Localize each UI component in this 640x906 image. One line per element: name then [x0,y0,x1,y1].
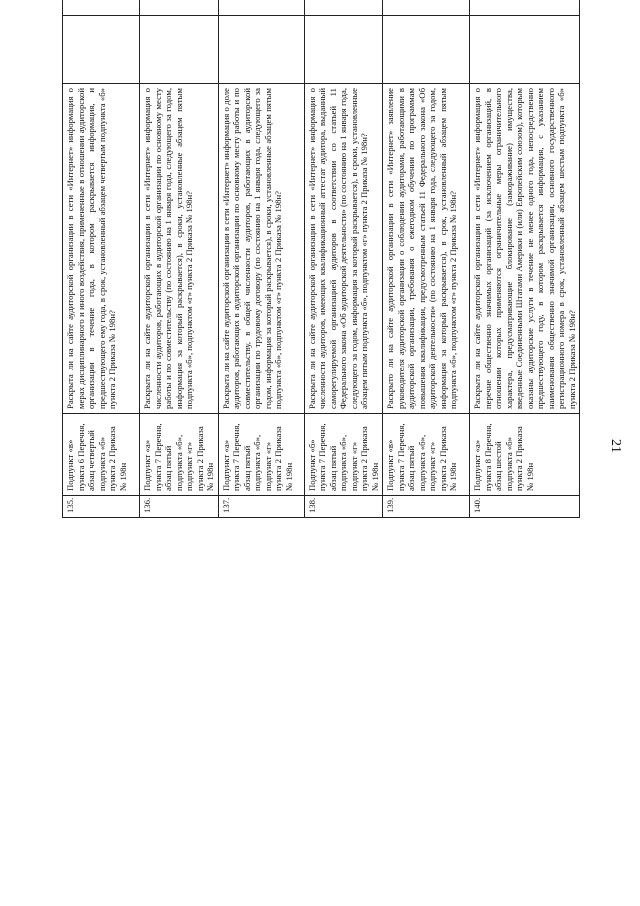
row-number: 135. [63,496,140,518]
row-number: 136. [140,496,219,518]
row-reference: Подпункт «в» пункта 6 Перечня, абзац четвертый подпункта «б» пункта 2 Приказа № 198н [63,414,140,496]
empty-cell [383,16,470,84]
row-question: Раскрыта ли на сайте аудиторской организации в сети «Интернет» информация о численности аудиторов, работающих в аудиторской организации по основному месту работы и по совместительству (по состоянию на 1 января года, следующего за годом, информация за который раскрывается), в сроки, установленные абзацем пятым подпункта «б», подпунктом «г» пункта 2 Приказа № 198н? [140,84,219,414]
table-row [140,0,219,518]
row-number: 138. [304,496,383,518]
empty-cell [304,16,383,84]
row-reference: Подпункт «а» пункта 7 Перечня, абзац пятый подпункта «б», подпункт «г» пункта 2 Приказа № 198н [140,414,219,496]
row-question: Раскрыта ли на сайте аудиторской организации в сети «Интернет» информация о мерах дисциплинарного и иного воздействия, примененные в отношении аудиторской организации в течение года, в котором раскрывается информация, и предшествующего ему года, в срок, установленный абзацем четвертым подпункта «б» пункта 2 Приказа № 198н? [63,84,140,414]
table-row [63,0,140,518]
row-question: Раскрыта ли на сайте аудиторской организации в сети «Интернет» информация о перечне общественно значимых организаций (за исключением организаций, в отношении которых применяются ограничительные меры ограничительного характера, предусматривающие блокирование (замораживание) имущества, введенные Соединенными Штатами Америки и (или) Европейским союзом), которым оказаны аудиторские услуги в течение не менее одного года, непосредственно предшествующего году, в котором раскрывается информация, с указанием наименования общественно значимой организации, основного государственного регистрационного номера в срок, установленный абзацем шестым подпункта «б» пункта 2 Приказа № 198н? [470,84,580,414]
checklist-table [62,0,580,518]
row-reference: Подпункт «в» пункта 7 Перечня, абзац пятый подпункта «б», подпункт «г» пункта 2 Приказа № 198н [383,414,470,496]
empty-cell [63,16,140,84]
row-question: Раскрыта ли на сайте аудиторской организации в сети «Интернет» информация о численности аудиторов, имеющих квалификационный аттестат аудитора, выданный саморегулируемой организацией аудиторов в соответствии со статьей 11 Федерального закона «Об аудиторской деятельности» (по состоянию на 1 января года, следующего за годом, информация за который раскрывается), в сроки, установленные абзацем пятым подпункта «б», подпунктом «г» пункта 2 Приказа № 198н? [304,84,383,414]
row-reference: Подпункт «а» пункта 8 Перечня, абзац шестой подпункта «б» пункта 2 Приказа № 198н [470,414,580,496]
empty-cell [218,16,304,84]
empty-cell [140,16,219,84]
row-question: Раскрыто ли на сайте аудиторской организации в сети «Интернет» заявление руководителя аудиторской организации о соблюдении аудиторами, работающими в аудиторской организации, требования о ежегодном обучении по программам повышения квалификации, предусмотренным статьей 11 Федерального закона «Об аудиторской деятельности» (по состоянию на 1 января года, следующего за годом, информация за который раскрывается), в срок, установленный абзацем пятым подпункта «б», подпунктом «г» пункта 2 Приказа № 198н? [383,84,470,414]
rotated-table-area [62,28,577,880]
empty-cell [140,0,219,16]
table-row [470,0,580,518]
empty-cell [470,16,580,84]
page-number: 21 [608,439,623,453]
empty-cell [63,0,140,16]
row-reference: Подпункт «б» пункта 7 Перечня, абзац пятый подпункта «б», подпункт «г» пункта 2 Приказа № 198н [304,414,383,496]
empty-cell [304,0,383,16]
table-row [218,0,304,518]
table-row [383,0,470,518]
empty-cell [383,0,470,16]
row-reference: Подпункт «а» пункта 7 Перечня, абзац пятый подпункта «б», подпункт «г» пункта 2 Приказа № 198н [218,414,304,496]
row-number: 139. [383,496,470,518]
row-number: 137. [218,496,304,518]
row-question: Раскрыта ли на сайте аудиторской организации в сети «Интернет» информация о доле аудиторов, работающих в аудиторской организации по основному месту работы и по совместительству, в общей численности аудиторов, работающих в аудиторской организации по трудовому договору (по состоянию на 1 января года, следующего за годом, информация за который раскрывается), в сроки, установленные абзацем пятым подпункта «б», подпунктом «г» пункта 2 Приказа № 198н? [218,84,304,414]
table-row [304,0,383,518]
empty-cell [470,0,580,16]
empty-cell [218,0,304,16]
row-number: 140. [470,496,580,518]
